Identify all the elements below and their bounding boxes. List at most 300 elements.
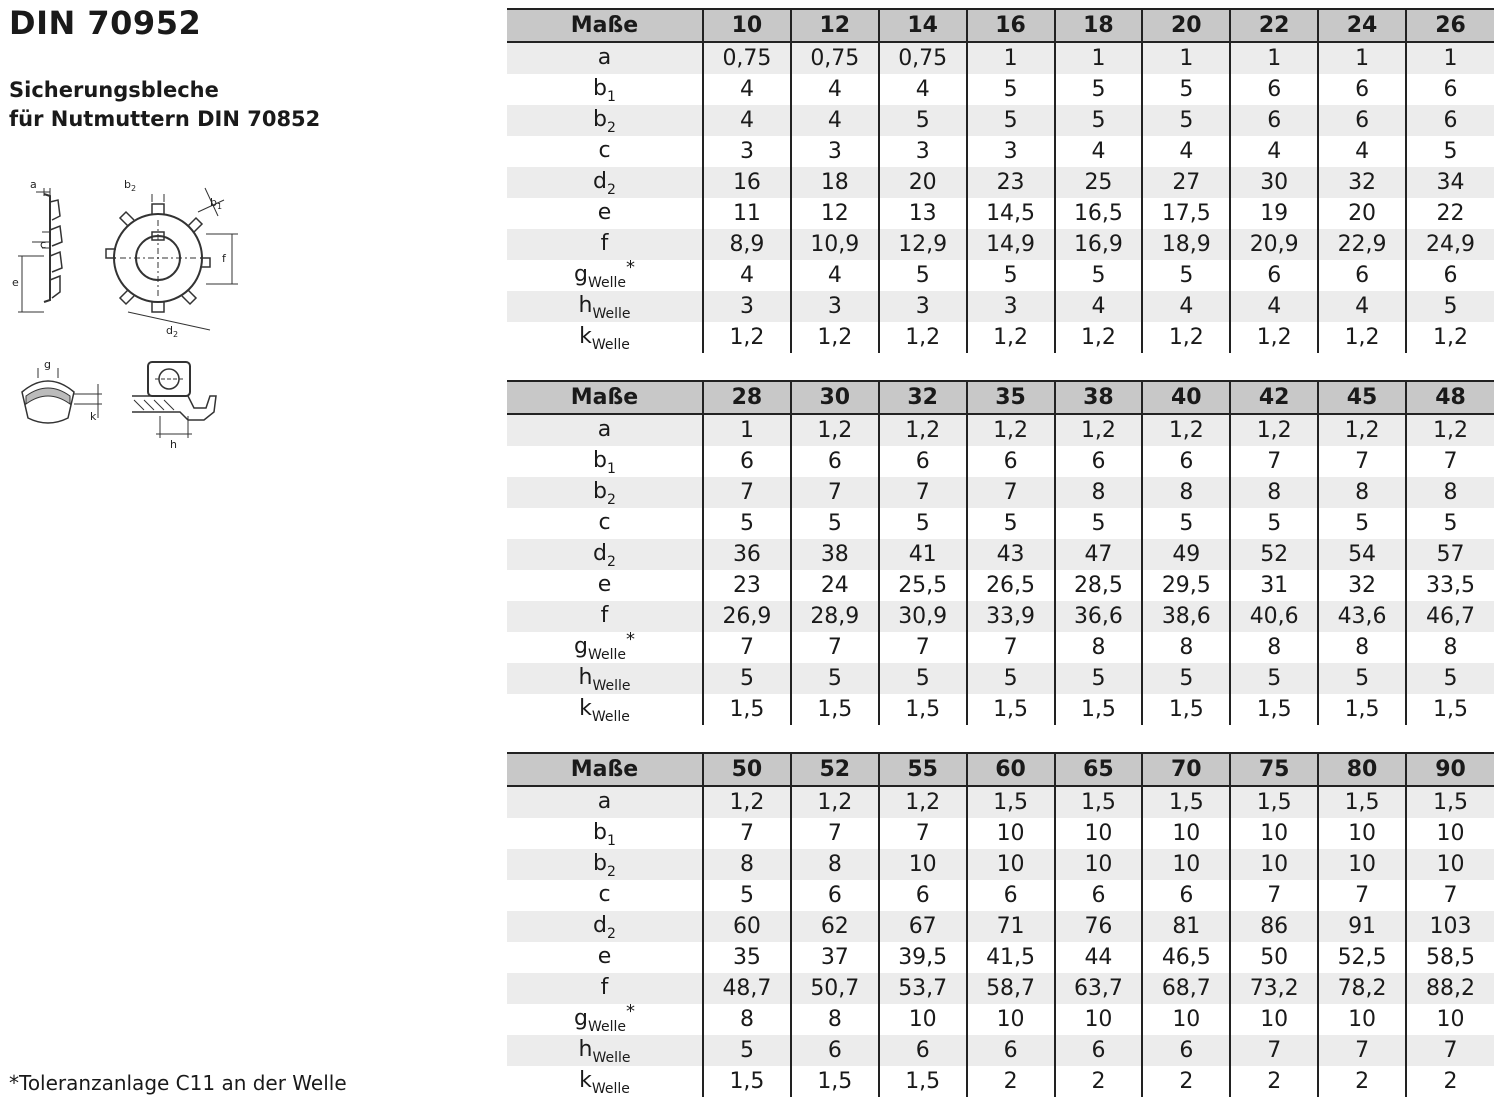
table-cell: 8 xyxy=(1055,632,1143,663)
table-cell: 16,5 xyxy=(1055,198,1143,229)
table-cell: 7 xyxy=(1406,446,1494,477)
row-label-main: h xyxy=(578,292,593,318)
row-label xyxy=(507,477,703,508)
size-header: 35 xyxy=(967,381,1055,414)
row-label-main: b xyxy=(593,819,608,845)
table-cell: 1,5 xyxy=(1318,694,1406,725)
table-cell: 2 xyxy=(1055,1066,1143,1097)
table-cell: 1,2 xyxy=(1055,322,1143,353)
dimension-table-1 xyxy=(507,8,1494,353)
size-header: 48 xyxy=(1406,381,1494,414)
page-title: DIN 70952 xyxy=(9,4,202,42)
table-row xyxy=(507,911,1494,942)
size-header: 32 xyxy=(879,381,967,414)
table-cell: 5 xyxy=(879,260,967,291)
table-cell: 5 xyxy=(1406,663,1494,694)
table-row xyxy=(507,973,1494,1004)
table-cell: 17,5 xyxy=(1142,198,1230,229)
table-cell: 5 xyxy=(1055,74,1143,105)
label-a: a xyxy=(30,178,37,191)
table-cell: 1,2 xyxy=(879,786,967,818)
table-cell: 8 xyxy=(1142,632,1230,663)
table-cell: 24 xyxy=(791,570,879,601)
table-cell: 5 xyxy=(791,508,879,539)
table-cell: 1,2 xyxy=(879,322,967,353)
table-cell: 46,5 xyxy=(1142,942,1230,973)
row-label-sub: 2 xyxy=(607,553,616,570)
table-cell: 6 xyxy=(1142,1035,1230,1066)
table-row xyxy=(507,198,1494,229)
table-cell: 19 xyxy=(1230,198,1318,229)
table-cell: 1,5 xyxy=(1318,786,1406,818)
table-cell: 5 xyxy=(879,105,967,136)
table-cell: 7 xyxy=(791,632,879,663)
row-label-main: a xyxy=(597,44,612,70)
technical-drawing xyxy=(10,172,250,462)
table-row xyxy=(507,601,1494,632)
table-cell: 4 xyxy=(1055,291,1143,322)
table-cell: 6 xyxy=(1318,260,1406,291)
table-cell: 10 xyxy=(1230,849,1318,880)
table-cell: 5 xyxy=(703,880,791,911)
table-cell: 10 xyxy=(967,1004,1055,1035)
table-row xyxy=(507,414,1494,446)
table-cell: 6 xyxy=(791,880,879,911)
row-label xyxy=(507,136,703,167)
size-header: 24 xyxy=(1318,9,1406,42)
table-cell: 5 xyxy=(879,663,967,694)
table-cell: 4 xyxy=(1142,136,1230,167)
table-cell: 23 xyxy=(967,167,1055,198)
size-header: 40 xyxy=(1142,381,1230,414)
table-cell: 41 xyxy=(879,539,967,570)
row-label-sub: 2 xyxy=(607,863,616,880)
table-cell: 63,7 xyxy=(1055,973,1143,1004)
table-cell: 103 xyxy=(1406,911,1494,942)
table-cell: 1,2 xyxy=(1318,322,1406,353)
row-label-sub: 2 xyxy=(607,491,616,508)
row-label xyxy=(507,570,703,601)
table-cell: 6 xyxy=(1406,260,1494,291)
table-cell: 10 xyxy=(1055,849,1143,880)
table-row xyxy=(507,136,1494,167)
table-cell: 8,9 xyxy=(703,229,791,260)
table-row xyxy=(507,1004,1494,1035)
row-label xyxy=(507,663,703,694)
table-row xyxy=(507,42,1494,74)
table-cell: 4 xyxy=(1142,291,1230,322)
footnote: *Toleranzanlage C11 an der Welle xyxy=(9,1071,347,1095)
table-row xyxy=(507,229,1494,260)
row-label-main: a xyxy=(597,416,612,442)
table-cell: 20,9 xyxy=(1230,229,1318,260)
table-row xyxy=(507,74,1494,105)
table-cell: 10 xyxy=(1230,818,1318,849)
table-row xyxy=(507,570,1494,601)
table-cell: 71 xyxy=(967,911,1055,942)
table-cell: 68,7 xyxy=(1142,973,1230,1004)
table-cell: 6 xyxy=(1055,1035,1143,1066)
table-cell: 8 xyxy=(1142,477,1230,508)
table-cell: 4 xyxy=(1230,136,1318,167)
table-cell: 10,9 xyxy=(791,229,879,260)
table-cell: 27 xyxy=(1142,167,1230,198)
table-row xyxy=(507,508,1494,539)
table-cell: 6 xyxy=(967,446,1055,477)
table-cell: 6 xyxy=(1406,105,1494,136)
dimension-table-3 xyxy=(507,752,1494,1097)
table-cell: 10 xyxy=(1142,849,1230,880)
size-header: 55 xyxy=(879,753,967,786)
row-label-main: f xyxy=(600,230,609,256)
table-cell: 6 xyxy=(703,446,791,477)
size-header: 42 xyxy=(1230,381,1318,414)
table-cell: 34 xyxy=(1406,167,1494,198)
table-cell: 1 xyxy=(1230,42,1318,74)
table-cell: 6 xyxy=(1230,260,1318,291)
table-cell: 11 xyxy=(703,198,791,229)
table-cell: 6 xyxy=(1055,880,1143,911)
row-label-sub: Welle xyxy=(587,1018,626,1035)
table-cell: 8 xyxy=(1230,632,1318,663)
table-cell: 50 xyxy=(1230,942,1318,973)
table-cell: 5 xyxy=(1055,508,1143,539)
table-cell: 28,5 xyxy=(1055,570,1143,601)
row-label xyxy=(507,849,703,880)
table-cell: 37 xyxy=(791,942,879,973)
table-cell: 1,5 xyxy=(1230,786,1318,818)
row-label-main: d xyxy=(593,168,608,194)
table-row xyxy=(507,849,1494,880)
table-cell: 10 xyxy=(1318,818,1406,849)
size-header: 30 xyxy=(791,381,879,414)
table-cell: 1,2 xyxy=(791,786,879,818)
table-cell: 7 xyxy=(1318,880,1406,911)
table-cell: 58,7 xyxy=(967,973,1055,1004)
table-cell: 10 xyxy=(1406,1004,1494,1035)
row-label xyxy=(507,786,703,818)
row-label-main: a xyxy=(597,788,612,814)
table-cell: 60 xyxy=(703,911,791,942)
table-cell: 0,75 xyxy=(791,42,879,74)
size-header: 45 xyxy=(1318,381,1406,414)
size-header: 12 xyxy=(791,9,879,42)
size-header: 60 xyxy=(967,753,1055,786)
table-cell: 1,2 xyxy=(967,414,1055,446)
label-c: c xyxy=(40,238,47,251)
table-cell: 7 xyxy=(703,632,791,663)
table-cell: 3 xyxy=(703,291,791,322)
table-cell: 0,75 xyxy=(703,42,791,74)
table-cell: 6 xyxy=(967,880,1055,911)
header-label: Maße xyxy=(507,381,703,414)
table-cell: 4 xyxy=(791,260,879,291)
row-label xyxy=(507,260,703,291)
table-cell: 1 xyxy=(967,42,1055,74)
table-row xyxy=(507,786,1494,818)
row-label xyxy=(507,291,703,322)
row-label-main: c xyxy=(598,137,611,163)
dimension-table-2 xyxy=(507,380,1494,725)
table-cell: 91 xyxy=(1318,911,1406,942)
table-cell: 1 xyxy=(1318,42,1406,74)
table-row xyxy=(507,632,1494,663)
table-cell: 48,7 xyxy=(703,973,791,1004)
table-cell: 8 xyxy=(1406,477,1494,508)
size-header: 20 xyxy=(1142,9,1230,42)
table-cell: 52,5 xyxy=(1318,942,1406,973)
row-label-main: c xyxy=(598,509,611,535)
table-cell: 4 xyxy=(703,74,791,105)
table-cell: 14,5 xyxy=(967,198,1055,229)
label-h: h xyxy=(170,438,177,451)
table-row xyxy=(507,322,1494,353)
table-row xyxy=(507,167,1494,198)
table-cell: 44 xyxy=(1055,942,1143,973)
table-cell: 7 xyxy=(703,818,791,849)
table-cell: 1,2 xyxy=(1318,414,1406,446)
table-cell: 38 xyxy=(791,539,879,570)
table-cell: 1,5 xyxy=(967,694,1055,725)
table-cell: 7 xyxy=(791,477,879,508)
size-header: 18 xyxy=(1055,9,1143,42)
table-row xyxy=(507,105,1494,136)
table-cell: 10 xyxy=(1318,849,1406,880)
table-cell: 4 xyxy=(1318,291,1406,322)
row-label-sub: 1 xyxy=(607,460,616,477)
size-header: 38 xyxy=(1055,381,1143,414)
table-cell: 54 xyxy=(1318,539,1406,570)
size-header: 80 xyxy=(1318,753,1406,786)
table-cell: 1,2 xyxy=(879,414,967,446)
table-cell: 5 xyxy=(1142,508,1230,539)
table-cell: 2 xyxy=(1142,1066,1230,1097)
table-cell: 16,9 xyxy=(1055,229,1143,260)
label-b1: $b_1$ xyxy=(210,196,223,211)
table-cell: 10 xyxy=(1406,818,1494,849)
row-label-main: h xyxy=(578,664,593,690)
row-label-main: e xyxy=(597,571,612,597)
table-cell: 1,5 xyxy=(879,1066,967,1097)
table-cell: 8 xyxy=(1318,477,1406,508)
table-cell: 36,6 xyxy=(1055,601,1143,632)
row-label xyxy=(507,105,703,136)
table-cell: 12,9 xyxy=(879,229,967,260)
table-cell: 8 xyxy=(703,1004,791,1035)
row-label xyxy=(507,167,703,198)
row-label xyxy=(507,508,703,539)
table-cell: 5 xyxy=(967,260,1055,291)
row-label xyxy=(507,694,703,725)
label-f: f xyxy=(222,252,226,265)
table-cell: 57 xyxy=(1406,539,1494,570)
table-cell: 8 xyxy=(1406,632,1494,663)
table-cell: 41,5 xyxy=(967,942,1055,973)
row-label-main: b xyxy=(593,850,608,876)
row-label xyxy=(507,1004,703,1035)
row-label xyxy=(507,539,703,570)
table-cell: 39,5 xyxy=(879,942,967,973)
table-cell: 1,2 xyxy=(1406,414,1494,446)
row-label xyxy=(507,911,703,942)
table-cell: 5 xyxy=(1055,260,1143,291)
table-cell: 38,6 xyxy=(1142,601,1230,632)
table-row xyxy=(507,880,1494,911)
row-label-main: b xyxy=(593,75,608,101)
table-cell: 1,5 xyxy=(703,694,791,725)
table-cell: 1,2 xyxy=(1142,414,1230,446)
row-label-sub: Welle xyxy=(592,1049,631,1066)
row-label xyxy=(507,818,703,849)
table-cell: 58,5 xyxy=(1406,942,1494,973)
table-cell: 32 xyxy=(1318,167,1406,198)
table-cell: 5 xyxy=(1318,663,1406,694)
table-cell: 1,5 xyxy=(1142,694,1230,725)
row-label xyxy=(507,42,703,74)
size-header: 16 xyxy=(967,9,1055,42)
row-label-sub: Welle xyxy=(592,305,631,322)
table-cell: 4 xyxy=(703,260,791,291)
label-k: k xyxy=(90,410,97,423)
row-label xyxy=(507,1066,703,1097)
table-cell: 6 xyxy=(879,880,967,911)
label-e: e xyxy=(12,276,19,289)
table-cell: 10 xyxy=(1230,1004,1318,1035)
table-cell: 7 xyxy=(1230,880,1318,911)
table-cell: 62 xyxy=(791,911,879,942)
table-cell: 14,9 xyxy=(967,229,1055,260)
table-cell: 76 xyxy=(1055,911,1143,942)
table-cell: 40,6 xyxy=(1230,601,1318,632)
table-cell: 8 xyxy=(791,1004,879,1035)
table-header-row xyxy=(507,753,1494,786)
table-cell: 1,2 xyxy=(703,322,791,353)
table-cell: 10 xyxy=(1318,1004,1406,1035)
row-label-star: * xyxy=(626,1004,635,1022)
row-label xyxy=(507,74,703,105)
detail-h-drawing xyxy=(132,362,216,438)
table-cell: 30 xyxy=(1230,167,1318,198)
table-cell: 88,2 xyxy=(1406,973,1494,1004)
row-label xyxy=(507,229,703,260)
table-row xyxy=(507,818,1494,849)
table-cell: 49 xyxy=(1142,539,1230,570)
table-cell: 1,2 xyxy=(703,786,791,818)
table-cell: 1,5 xyxy=(1055,786,1143,818)
table-cell: 6 xyxy=(1142,446,1230,477)
table-cell: 1,5 xyxy=(1142,786,1230,818)
table-cell: 1,2 xyxy=(1142,322,1230,353)
table-cell: 13 xyxy=(879,198,967,229)
table-cell: 2 xyxy=(1230,1066,1318,1097)
table-cell: 7 xyxy=(879,477,967,508)
table-cell: 5 xyxy=(967,105,1055,136)
table-cell: 8 xyxy=(791,849,879,880)
table-cell: 6 xyxy=(1230,74,1318,105)
table-cell: 3 xyxy=(967,136,1055,167)
table-cell: 3 xyxy=(703,136,791,167)
row-label-sub: 1 xyxy=(607,832,616,849)
size-header: 75 xyxy=(1230,753,1318,786)
row-label-sub: Welle xyxy=(591,1080,630,1097)
table-cell: 73,2 xyxy=(1230,973,1318,1004)
table-cell: 1,2 xyxy=(791,414,879,446)
table-row xyxy=(507,1066,1494,1097)
table-cell: 6 xyxy=(1142,880,1230,911)
table-cell: 5 xyxy=(1142,74,1230,105)
row-label-main: e xyxy=(597,199,612,225)
table-cell: 5 xyxy=(967,663,1055,694)
table-cell: 6 xyxy=(1055,446,1143,477)
row-label xyxy=(507,601,703,632)
table-cell: 3 xyxy=(791,136,879,167)
table-cell: 10 xyxy=(1055,818,1143,849)
table-cell: 1 xyxy=(1142,42,1230,74)
table-cell: 10 xyxy=(967,849,1055,880)
label-g: g xyxy=(44,358,51,371)
table-cell: 43 xyxy=(967,539,1055,570)
table-cell: 7 xyxy=(791,818,879,849)
page-subtitle xyxy=(9,76,320,134)
table-cell: 1,2 xyxy=(791,322,879,353)
row-label-main: f xyxy=(600,974,609,1000)
table-cell: 2 xyxy=(1318,1066,1406,1097)
row-label-sub: Welle xyxy=(591,336,630,353)
row-label-main: k xyxy=(579,1067,592,1093)
table-cell: 50,7 xyxy=(791,973,879,1004)
table-cell: 8 xyxy=(703,849,791,880)
table-header-row xyxy=(507,9,1494,42)
row-label-sub: 2 xyxy=(607,925,616,942)
table-cell: 4 xyxy=(879,74,967,105)
table-cell: 24,9 xyxy=(1406,229,1494,260)
table-cell: 3 xyxy=(791,291,879,322)
table-cell: 8 xyxy=(1230,477,1318,508)
table-cell: 8 xyxy=(1055,477,1143,508)
table-cell: 52 xyxy=(1230,539,1318,570)
row-label xyxy=(507,632,703,663)
row-label xyxy=(507,973,703,1004)
row-label xyxy=(507,446,703,477)
table-cell: 10 xyxy=(967,818,1055,849)
table-cell: 1,5 xyxy=(791,1066,879,1097)
table-cell: 1,5 xyxy=(791,694,879,725)
table-cell: 7 xyxy=(1406,1035,1494,1066)
table-cell: 10 xyxy=(1142,818,1230,849)
table-cell: 0,75 xyxy=(879,42,967,74)
table-cell: 7 xyxy=(1318,1035,1406,1066)
row-label xyxy=(507,942,703,973)
size-header: 28 xyxy=(703,381,791,414)
table-cell: 5 xyxy=(1406,136,1494,167)
table-cell: 26,9 xyxy=(703,601,791,632)
size-header: 65 xyxy=(1055,753,1143,786)
size-header: 10 xyxy=(703,9,791,42)
table-row xyxy=(507,694,1494,725)
table-cell: 5 xyxy=(1230,663,1318,694)
table-cell: 1,2 xyxy=(1230,414,1318,446)
header-label: Maße xyxy=(507,753,703,786)
table-cell: 6 xyxy=(1230,105,1318,136)
row-label-main: k xyxy=(579,695,592,721)
table-cell: 7 xyxy=(1318,446,1406,477)
table-cell: 1,5 xyxy=(879,694,967,725)
row-label-main: b xyxy=(593,106,608,132)
table-cell: 33,9 xyxy=(967,601,1055,632)
table-row xyxy=(507,477,1494,508)
row-label-star: * xyxy=(626,632,635,650)
table-cell: 67 xyxy=(879,911,967,942)
